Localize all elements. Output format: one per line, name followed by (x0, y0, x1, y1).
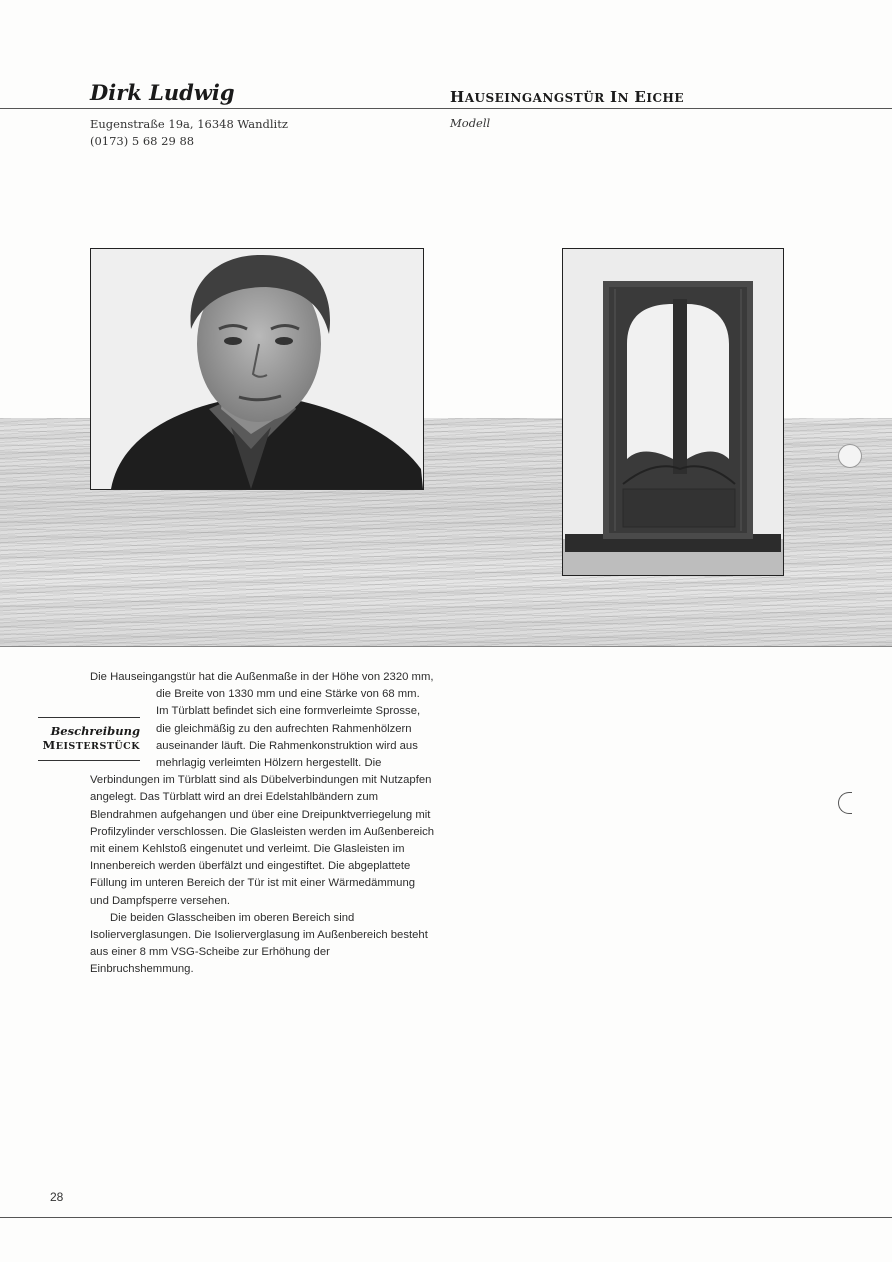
paragraph-2: Die beiden Glasscheiben im oberen Bereich sind Isolierverglasungen. Die Isolierverglasung im Außenbereich besteht aus einer 8 mm VSG-Scheibe zur Erhöhung der Einbruchshemmung. (90, 911, 428, 976)
wood-knot (838, 444, 862, 468)
door-model-photo (562, 248, 784, 576)
header-rule (0, 108, 892, 109)
address-phone: (0173) 5 68 29 88 (90, 134, 195, 148)
document-title (450, 88, 684, 106)
footer-rule (0, 1217, 892, 1218)
author-name: Dirk Ludwig (90, 80, 235, 105)
portrait-illustration (91, 249, 423, 489)
paragraph-1: Die Hauseingangstür hat die Außenmaße in der Höhe von 2320 mm, die Breite von 1330 mm und eine Stärke von 68 mm. Im Türblatt befindet sich eine formverleimte Sprosse, die gleichmäßig zu den aufrechten Rahmenhölzern auseinander läuft. Die Rahmenkonstruktion wird aus mehrlagig verleimten Hölzern hergestellt. Die Verbindungen im Türblatt sind als Dübelverbindungen mit Nutzapfen angelegt. Das Türblatt wird an drei Edelstahlbändern zum Blendrahmen aufgehangen und über eine Dreipunktverriegelung mit Profilzylinder verschlossen. Die Glasleisten werden im Außenbereich mit einem Kehlstoß eingenutet und verleimt. Die Glasleisten im Innenbereich werden überfälzt und eingestiftet. Die abgeplattete Füllung im unteren Bereich der Tür ist mit einer Wärmedämmung und Dampfsperre versehen. (90, 671, 435, 907)
door-illustration (563, 249, 783, 575)
page-number: 28 (50, 1190, 64, 1204)
document-title-text: HAUSEINGANGSTÜR IN EICHE (450, 88, 685, 106)
label-meisterstueck: MEISTERSTÜCK (42, 738, 140, 752)
document-subtitle: Modell (450, 116, 491, 130)
description-text (90, 669, 435, 979)
address-street: Eugenstraße 19a, 16348 Wandlitz (90, 117, 288, 131)
label-wrap-spacer (90, 703, 156, 771)
author-portrait-photo (90, 248, 424, 490)
label-beschreibung: Beschreibung (50, 724, 140, 738)
binder-hole-mark (838, 792, 852, 814)
author-address (90, 116, 288, 150)
